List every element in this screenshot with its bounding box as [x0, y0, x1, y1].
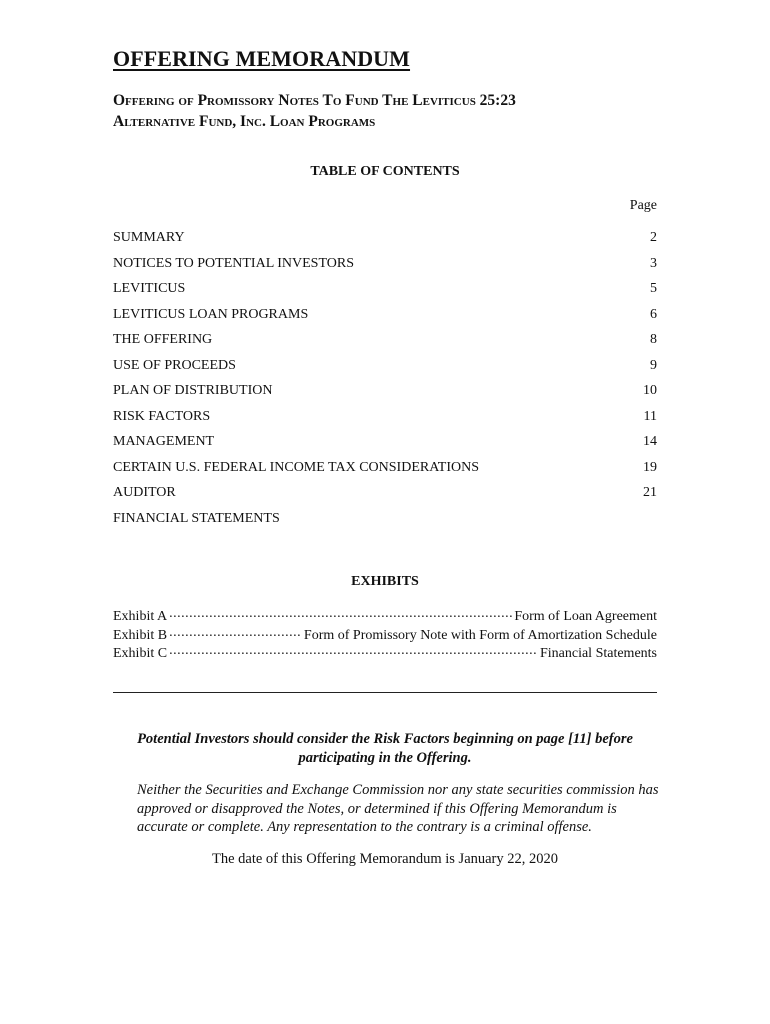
toc-entry-page: 3 — [650, 255, 657, 271]
toc-entry-label: THE OFFERING — [113, 332, 213, 347]
toc-entry-label: FINANCIAL STATEMENTS — [113, 510, 280, 526]
toc-entry-label: NOTICES TO POTENTIAL INVESTORS — [113, 255, 354, 271]
toc-entry-page: 9 — [650, 357, 657, 373]
toc-entry-label: SUMMARY — [113, 230, 185, 245]
risk-factors-notice: Potential Investors should consider the Risk Factors beginning on page [11] before participating in the Offering. — [137, 731, 633, 766]
toc-page-column-label: Page — [629, 198, 657, 213]
toc-entry-page: 11 — [643, 408, 657, 424]
horizontal-divider — [113, 692, 657, 693]
memorandum-date: The date of this Offering Memorandum is January 22, 2020 — [211, 851, 559, 867]
toc-entry-tax-considerations[interactable] — [113, 460, 657, 486]
exhibit-description: Form of Promissory Note with Form of Amortization Schedule — [303, 627, 657, 643]
toc-entry-label: RISK FACTORS — [113, 408, 211, 424]
exhibit-entry-b[interactable] — [113, 625, 657, 644]
toc-entry-page: 10 — [643, 383, 657, 398]
toc-entry-leviticus[interactable] — [113, 281, 657, 307]
toc-entry-summary[interactable] — [113, 230, 657, 256]
toc-entry-page: 2 — [650, 230, 657, 245]
subtitle-line-1: Offering of Promissory Notes To Fund The Leviticus 25:23 — [113, 92, 516, 109]
toc-entry-label: PLAN OF DISTRIBUTION — [113, 383, 273, 398]
toc-entry-financial-statements[interactable] — [113, 511, 657, 537]
toc-entry-page: 21 — [643, 485, 657, 500]
toc-entry-auditor[interactable] — [113, 485, 657, 511]
toc-entry-page: 6 — [650, 306, 657, 322]
toc-entry-label: CERTAIN U.S. FEDERAL INCOME TAX CONSIDERATIONS — [113, 459, 479, 475]
toc-entry-label: USE OF PROCEEDS — [113, 357, 236, 373]
exhibit-label: Exhibit B — [113, 627, 168, 643]
toc-entry-plan-of-distribution[interactable] — [113, 383, 657, 409]
toc-entry-page: 8 — [650, 332, 657, 347]
toc-entry-risk-factors[interactable] — [113, 409, 657, 435]
exhibit-description: Form of Loan Agreement — [514, 609, 657, 624]
exhibit-entry-a[interactable] — [113, 606, 657, 625]
toc-entry-use-of-proceeds[interactable] — [113, 358, 657, 384]
dot-leader — [169, 625, 302, 639]
exhibit-label: Exhibit C — [113, 646, 168, 661]
dot-leader — [169, 643, 538, 657]
toc-entry-the-offering[interactable] — [113, 332, 657, 358]
exhibit-description: Financial Statements — [539, 646, 657, 661]
toc-entry-label: LEVITICUS LOAN PROGRAMS — [113, 306, 309, 322]
dot-leader — [169, 606, 512, 620]
toc-entry-notices[interactable] — [113, 256, 657, 282]
document-subtitle — [113, 90, 673, 132]
sec-disclaimer: Neither the Securities and Exchange Commission nor any state securities commission has approved or disapproved the Notes, or determined if this Offering Memorandum is accurate or complete. Any representation to the contrary is a criminal offense. — [137, 782, 659, 835]
toc-entry-loan-programs[interactable] — [113, 307, 657, 333]
subtitle-line-2: Alternative Fund, Inc. Loan Programs — [113, 113, 376, 130]
document-title: OFFERING MEMORANDUM — [113, 46, 411, 71]
toc-heading: TABLE OF CONTENTS — [310, 164, 460, 179]
exhibit-label: Exhibit A — [113, 609, 168, 624]
exhibits-heading: EXHIBITS — [351, 574, 419, 589]
toc-entry-management[interactable] — [113, 434, 657, 460]
toc-entry-label: AUDITOR — [113, 485, 176, 500]
toc-entry-label: MANAGEMENT — [113, 434, 215, 449]
toc-entry-page: 19 — [643, 459, 657, 475]
exhibit-list — [113, 606, 657, 662]
table-of-contents — [113, 230, 657, 536]
toc-entry-page: 14 — [643, 434, 657, 449]
toc-entry-page: 5 — [650, 281, 657, 296]
toc-entry-label: LEVITICUS — [113, 281, 186, 296]
exhibit-entry-c[interactable] — [113, 643, 657, 662]
